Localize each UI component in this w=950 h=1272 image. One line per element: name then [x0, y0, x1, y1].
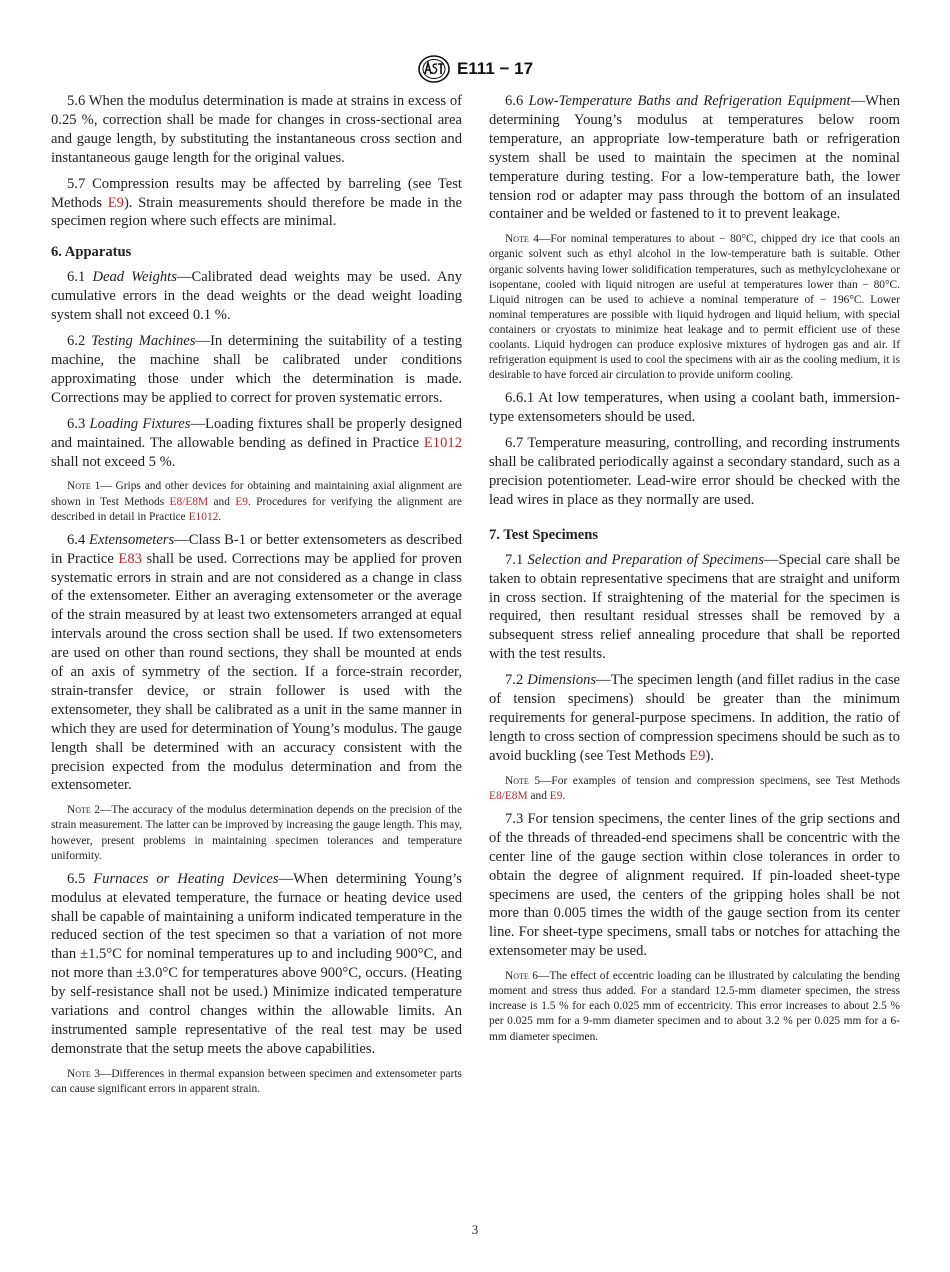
paragraph-7-2: 7.2 Dimensions—The specimen length (and fillet radius in the case of tension specimens) should be greater than the minimum requirements for general-purpose specimens. In addition, the ratio of length to cross section of compression specimens should be such as to avoid buckling (see Test Methods E9). — [489, 672, 900, 764]
link-e9[interactable]: E9 — [235, 495, 248, 508]
link-e9[interactable]: E9 — [689, 747, 706, 764]
paragraph-5-6: 5.6 When the modulus determination is made at strains in excess of 0.25 %, correction shall be made for changes in cross-sectional area and gauge length, by substituting the instantaneous cross section and instantaneous gauge length for the original values. — [51, 93, 462, 166]
paragraph-6-7: 6.7 Temperature measuring, controlling, and recording instruments shall be calibrated periodically against a secondary standard, such as a precision potentiometer. Lead-wire error should be checked with the lead wires in place as they normally are used. — [489, 435, 900, 508]
paragraph-6-2: 6.2 Testing Machines—In determining the suitability of a testing machine, the machine shall be calibrated under conditions approximating those under which the determination is made. Corrections may be applied to correct for proven systematic errors. — [51, 333, 462, 406]
page-number: 3 — [471, 1222, 479, 1237]
paragraph-7-1: 7.1 Selection and Preparation of Specimens—Special care shall be taken to obtain representative specimens that are straight and uniform in cross section. If straightening of the material for the specimen is required, then resultant residual stresses shall be removed by a subsequent stress relief annealing procedure that shall be reported with the test results. — [489, 551, 900, 663]
left-column — [51, 92, 462, 1103]
link-e1012[interactable]: E1012 — [188, 510, 219, 523]
paragraph-6-4: 6.4 Extensometers—Class B-1 or better extensometers as described in Practice E83 shall be used. Corrections may be applied for proven systematic errors in strain and are not considered as a change in class of the extensometer. Either an averaging extensometer or the average of the strain measured by at least two extensometers arranged at equal intervals around the cross section shall be used. If two extensometers are used on other than round sections, they shall be mounted at ends of an axis of symmetry of the section. If a force-strain recorder, strain-transfer device, or strain follower is used with the extensometer, they shall be calibrated as a unit in the same manner in which they are used for determination of Young’s modulus. The gauge length shall be determined with an accuracy consistent with the precision expected from the modulus determination and from the extensometer. — [51, 531, 462, 794]
link-e9[interactable]: E9 — [107, 194, 124, 211]
link-e8-e8m[interactable]: E8/E8M — [169, 495, 209, 508]
note-1: Note 1— Grips and other devices for obtaining and maintaining axial alignment are shown in Test Methods E8/E8M and E9. Procedures for verifying the alignment are described in detail in Practice E1012. — [51, 480, 462, 523]
astm-logo-icon — [417, 54, 451, 84]
standard-designation: E111 − 17 — [456, 59, 534, 78]
paragraph-6-5: 6.5 Furnaces or Heating Devices—When determining Young’s modulus at elevated temperature, the furnace or heating device used shall be capable of maintaining a uniform indicated temperature in the reduced section of the test specimen so that a variation of not more than ±1.5°C for nominal temperatures up to and including 900°C, and not more than ±3.0°C for temperatures above 900°C, occurs. (Heating by self-resistance shall not be used.) Minimize indicated temperature variations and control changes within the allowable limits. An instrumented sample representative of the real test may be used demonstrate that the setup meets the above capabilities. — [51, 870, 462, 1057]
paragraph-6-1: 6.1 Dead Weights—Calibrated dead weights may be used. Any cumulative errors in the dead weights or the dead weight loading system shall not exceed 0.1 %. — [51, 269, 463, 324]
link-e83[interactable]: E83 — [118, 550, 142, 567]
link-e9[interactable]: E9 — [549, 789, 563, 802]
page-header — [0, 54, 950, 84]
note-5: Note 5—For examples of tension and compression specimens, see Test Methods E8/E8M and E9. — [489, 774, 900, 802]
paragraph-7-3: 7.3 For tension specimens, the center lines of the grip sections and of the threads of threaded-end specimens shall be concentric with the center line of the gauge section within close tolerances in order to obtain the degree of alignment required. If pin-loaded sheet-type specimens are used, the centers of the gripping holes shall be not more than 0.005 times the width of the gauge section from its center line. For sheet-type specimens, small tabs or notches for attaching the extensometer may be used. — [489, 810, 900, 960]
section-heading-apparatus: 6. Apparatus — [51, 244, 132, 261]
right-column — [489, 92, 900, 1051]
note-3: Note 3—Differences in thermal expansion between specimen and extensometer parts can cause significant errors in apparent strain. — [51, 1067, 462, 1095]
note-4: Note 4—For nominal temperatures to about − 80°C, chipped dry ice that cools an organic solvent such as ethyl alcohol in the low-temperature bath is suitable. Other organic solvents having lower solidification temperatures, such as methylcyclohexane or isopentane, cooled with liquid nitrogen are useful at temperatures lower than − 80°C. Liquid nitrogen can be used to achieve a nominal temperature of − 196°C. Lower nominal temperatures are possible with liquid hydrogen and liquid helium, with special containers or cryostats to minimize heat leakage and to permit efficient use of these coolants. Liquid hydrogen can produce explosive mixtures of hydrogen gas and air. If refrigeration equipment is used to cool the specimens with air as the cooling medium, it is desirable to have forced air circulation to provide uniform cooling. — [489, 233, 900, 382]
paragraph-6-6: 6.6 Low-Temperature Baths and Refrigeration Equipment—When determining Young’s modulus at temperatures below room temperature, an appropriate low-temperature bath or refrigeration system shall be used to maintain the specimen at the nominal temperature during testing. For a low-temperature bath, the lower tension rod or adapter may pass through the bottom of an insulated container and be welded or fastened to it to prevent leakage. — [489, 93, 901, 223]
paragraph-6-6-1: 6.6.1 At low temperatures, when using a coolant bath, immersion-type extensometers should be used. — [489, 390, 900, 426]
paragraph-5-7: 5.7 Compression results may be affected by barreling (see Test Methods E9). Strain measurements should therefore be made in the specimen region where such effects are minimal. — [51, 175, 462, 230]
note-6: Note 6—The effect of eccentric loading can be illustrated by calculating the bending moment and stress thus added. For a standard 12.5-mm diameter specimen, the stress increase is 1.5 % for each 0.025 mm of eccentricity. This error increases to about 2.5 % per 0.025 mm for a 9-mm diameter specimen and to about 3.2 % per 0.025 mm for a 6-mm diameter specimen. — [489, 970, 900, 1043]
paragraph-6-3: 6.3 Loading Fixtures—Loading fixtures shall be properly designed and maintained. The allowable bending as defined in Practice E1012 shall not exceed 5 %. — [51, 415, 462, 470]
link-e8-e8m[interactable]: E8/E8M — [489, 789, 528, 802]
note-2: Note 2—The accuracy of the modulus determination depends on the precision of the strain measurement. The latter can be improved by increasing the gauge length. This may, however, present problems in maintaining specimen tolerances and temperature uniformity. — [51, 804, 462, 862]
link-e1012[interactable]: E1012 — [423, 434, 462, 451]
section-heading-test-specimens: 7. Test Specimens — [489, 526, 599, 543]
